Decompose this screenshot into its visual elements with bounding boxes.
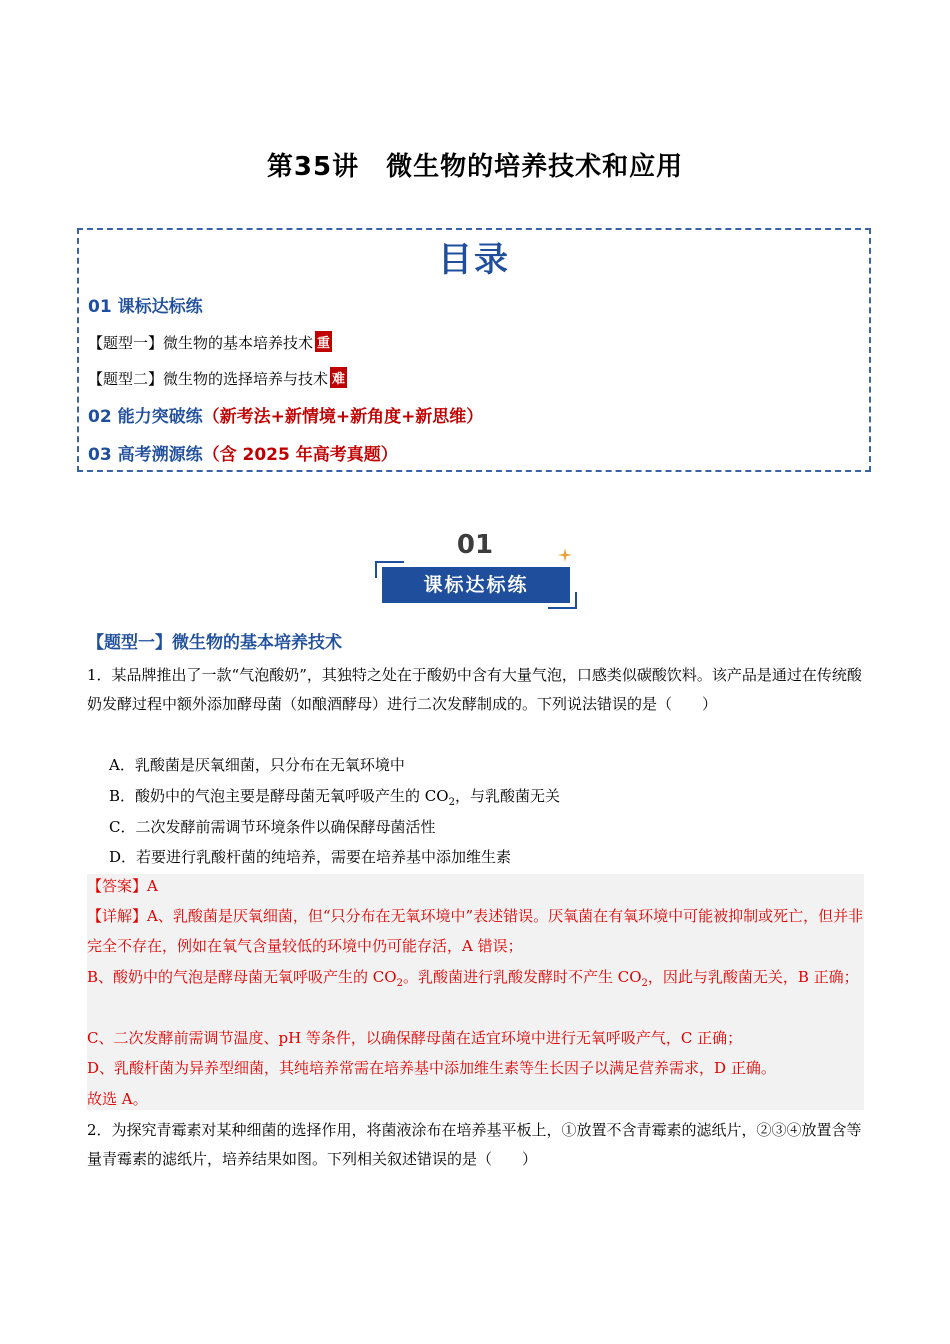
question-type-heading: 【题型一】微生物的基本培养技术 (87, 633, 342, 653)
key-point-tag: 重 (315, 331, 332, 352)
detail-b: B、酸奶中的气泡是酵母菌无氧呼吸产生的 $CO_2$。乳酸菌进行乳酸发酵时不产生 $CO_2$，因此与乳酸菌无关，B 正确； (87, 968, 859, 989)
detail-c: C、二次发酵前需调节温度、pH 等条件，以确保酵母菌在适宜环境中进行无氧呼吸产气，C 正确； (87, 1029, 743, 1047)
toc-heading: 目录 (438, 240, 510, 280)
table-of-contents (77, 228, 871, 472)
sparkle-icon (558, 548, 572, 562)
option-b: B．酸奶中的气泡主要是酵母菌无氧呼吸产生的 $CO_2$，与乳酸菌无关 (109, 787, 560, 808)
page-title: 第35讲 微生物的培养技术和应用 (266, 152, 684, 182)
toc-subsection-2: 【题型二】微生物的选择培养与技术 难 (88, 367, 347, 389)
conclusion: 故选 A。 (87, 1090, 148, 1108)
toc-section-2: 02 能力突破练（新考法+新情境+新角度+新思维） (88, 407, 484, 427)
toc-section-1: 01 课标达标练 (88, 297, 203, 317)
question-2-stem: 2．为探究青霉素对某种细菌的选择作用，将菌液涂布在培养基平板上，①放置不含青霉素的滤纸片，②③④放置含等量青霉素的滤纸片，培养结果如图。下列相关叙述错误的是（ ） (87, 1121, 862, 1168)
detail-d: D、乳酸杆菌为异养型细菌，其纯培养常需在培养基中添加维生素等生长因子以满足营养需求，D 正确。 (87, 1059, 776, 1077)
answer: 【答案】A (87, 877, 158, 895)
detail-a: 【详解】A、乳酸菌是厌氧细菌，但“只分布在无氧环境中”表述错误。厌氧菌在有氧环境中可能被抑制或死亡，但并非完全不存在，例如在氧气含量较低的环境中仍可能存活，A 错误； (87, 907, 864, 955)
section-label: 课标达标练 (382, 567, 570, 603)
section-badge (370, 530, 580, 612)
toc-section-3: 03 高考溯源练（含 2025 年高考真题） (88, 445, 398, 465)
option-c: C．二次发酵前需调节环境条件以确保酵母菌活性 (109, 818, 436, 836)
question-1-stem: 1．某品牌推出了一款“气泡酸奶”，其独特之处在于酸奶中含有大量气泡，口感类似碳酸饮料。该产品是通过在传统酸奶发酵过程中额外添加酵母菌（如酿酒酵母）进行二次发酵制成的。下列说法错误的是（ ） (87, 666, 862, 713)
section-number: 01 (456, 530, 494, 560)
toc-subsection-1: 【题型一】微生物的基本培养技术 重 (88, 331, 332, 353)
difficult-tag: 难 (330, 367, 347, 388)
option-a: A．乳酸菌是厌氧细菌，只分布在无氧环境中 (109, 756, 405, 774)
option-d: D．若要进行乳酸杆菌的纯培养，需要在培养基中添加维生素 (109, 848, 512, 866)
